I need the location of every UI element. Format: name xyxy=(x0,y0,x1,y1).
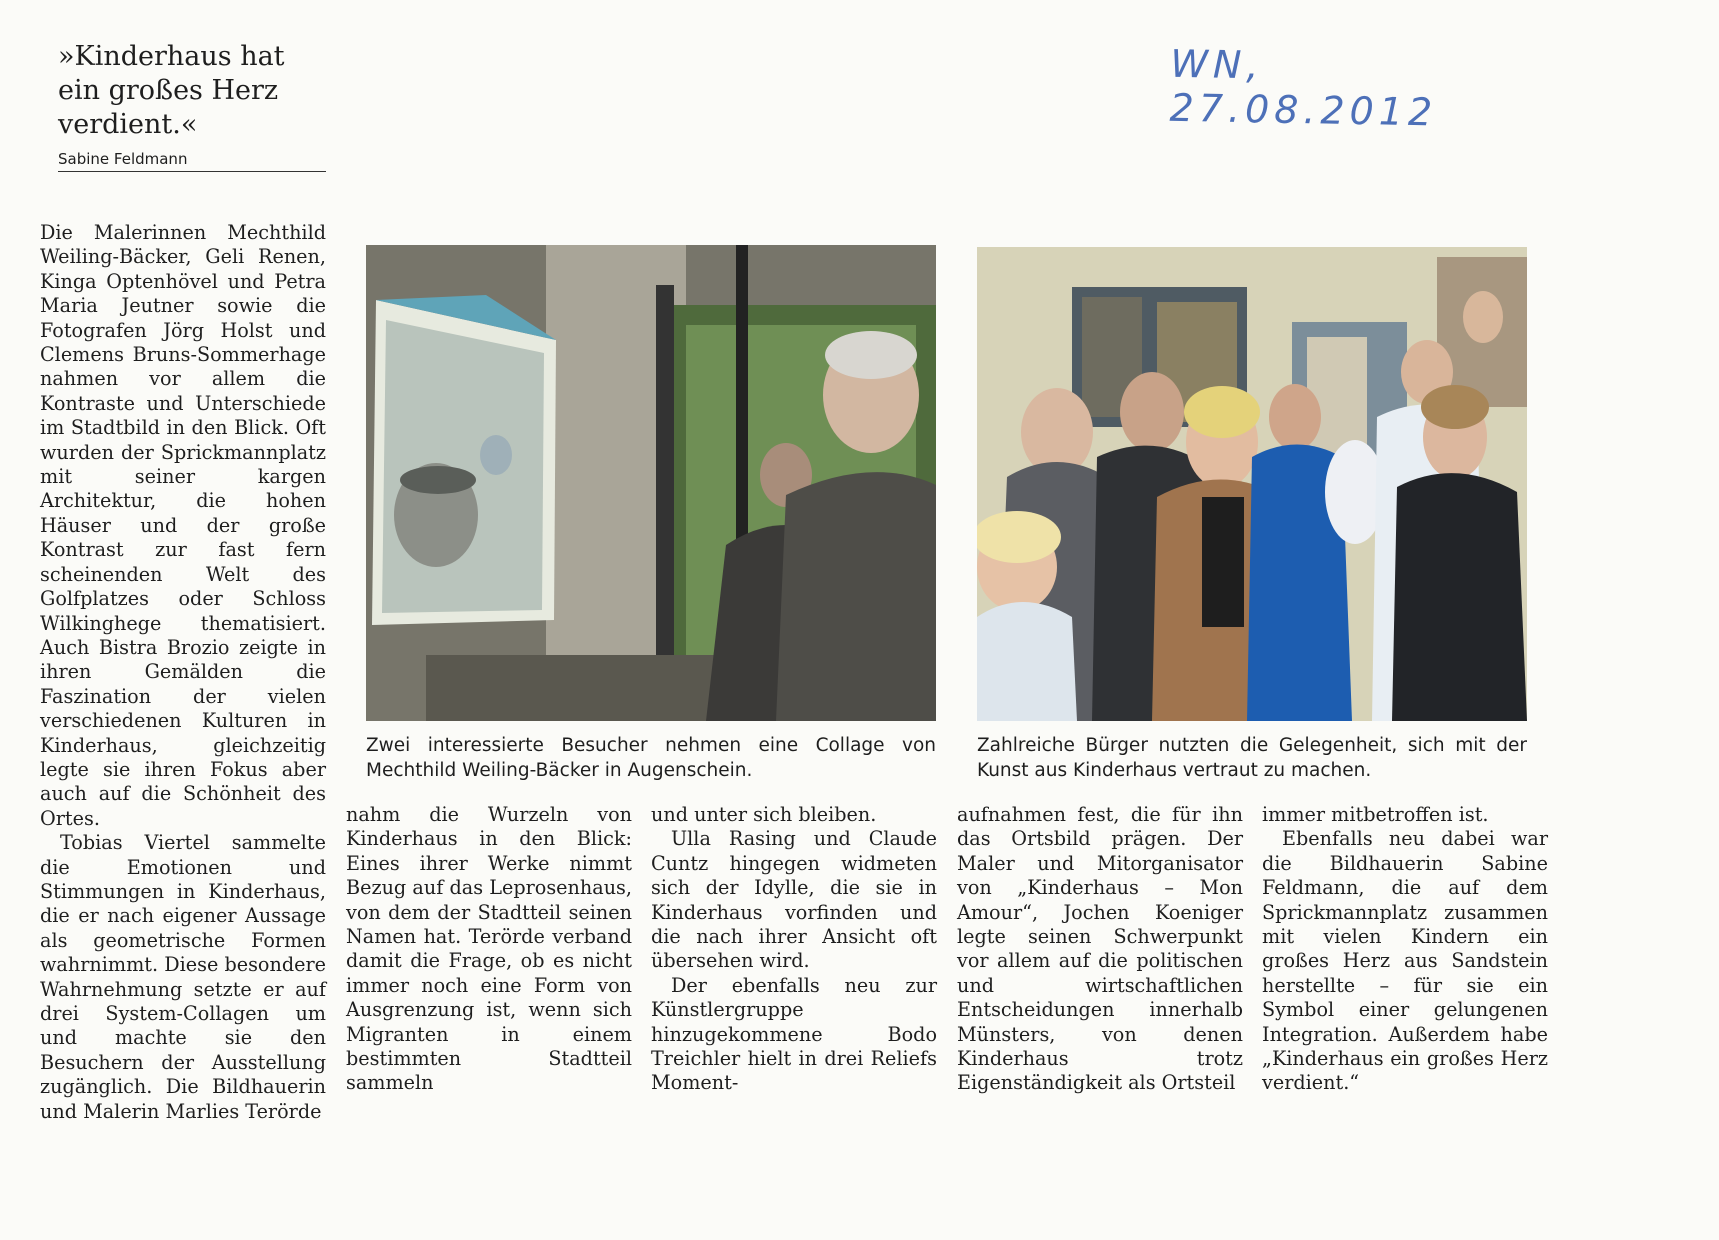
paragraph: Tobias Viertel sammelte die Emotionen und Stimmungen in Kinderhaus, die er nach eigener Aussage als geometrische Formen wahrnimmt. Diese besondere Wahrnehmung setzte er auf drei System-Collagen um und machte sie den Besuchern der Ausstellung zugänglich. Die Bildhauerin und Malerin Marlies Terörde xyxy=(40,831,326,1123)
photo-caption: Zahlreiche Bürger nutzten die Gelegenheit, sich mit der Kunst aus Kinderhaus vertraut zu machen. xyxy=(977,735,1527,781)
article-headline xyxy=(58,40,328,142)
photo-illustration xyxy=(977,247,1527,721)
paragraph: Ulla Rasing und Claude Cuntz hingegen widmeten sich der Idylle, die sie in Kinderhaus vorfinden und die nach ihrer Ansicht oft übersehen wird. xyxy=(651,827,937,973)
text-column-3 xyxy=(651,803,937,1096)
paragraph: immer mitbetroffen ist. xyxy=(1262,803,1489,826)
photo-crowd-gallery xyxy=(977,247,1527,721)
headline-line: verdient.« xyxy=(58,109,198,140)
photo-collage-visitors xyxy=(366,245,936,721)
paragraph: Ebenfalls neu dabei war die Bildhauerin Sabine Feldmann, die auf dem Sprickmannplatz zusammen mit vielen Kindern ein großes Herz aus Sandstein herstellte – für sie ein Symbol einer gelungenen Integration. Außerdem habe „Kinderhaus ein großes Herz verdient.“ xyxy=(1262,827,1548,1095)
headline-line: »Kinderhaus hat xyxy=(58,41,285,72)
photo-caption: Zwei interessierte Besucher nehmen eine Collage von Mechthild Weiling-Bäcker in Augenschein. xyxy=(366,735,936,781)
text-column-2 xyxy=(346,803,632,1096)
text-column-5 xyxy=(1262,803,1548,1096)
paragraph: Die Malerinnen Mechthild Weiling-Bäcker, Geli Renen, Kinga Optenhövel und Petra Maria Jeutner sowie die Fotografen Jörg Holst und Clemens Bruns-Sommerhage nahmen vor allem die Kontraste und Unterschiede im Stadtbild in den Blick. Oft wurden der Sprickmannplatz mit seiner kargen Architektur, die hohen Häuser und der große Kontrast zur fast fern scheinenden Welt des Golfplatzes oder Schloss Wilkinghege thematisiert. Auch Bistra Brozio zeigte in ihren Gemälden die Faszination der vielen verschiedenen Kulturen in Kinderhaus, gleichzeitig legte sie ihren Fokus aber auch auf die Schönheit des Ortes. xyxy=(40,221,326,830)
text-column-4 xyxy=(957,803,1243,1096)
text-column-1 xyxy=(40,221,326,1124)
paragraph: nahm die Wurzeln von Kinderhaus in den Blick: Eines ihrer Werke nimmt Bezug auf das Leprosenhaus, von dem der Stadtteil seinen Namen hat. Terörde verband damit die Frage, ob es nicht immer noch eine Form von Ausgrenzung ist, wenn sich Migranten in einem bestimmten Stadtteil sammeln xyxy=(346,803,632,1095)
byline: Sabine Feldmann xyxy=(58,150,326,172)
handwritten-date: WN, 27.08.2012 xyxy=(1169,41,1438,135)
paragraph: aufnahmen fest, die für ihn das Ortsbild prägen. Der Maler und Mitorganisator von „Kinderhaus – Mon Amour“, Jochen Koeniger legte seinen Schwerpunkt vor allem auf die politischen und wirtschaftlichen Entscheidungen innerhalb Münsters, von denen Kinderhaus trotz Eigenständigkeit als Ortsteil xyxy=(957,803,1243,1095)
paragraph: Der ebenfalls neu zur Künstlergruppe hinzugekommene Bodo Treichler hielt in drei Reliefs Moment- xyxy=(651,973,937,1095)
paragraph: und unter sich bleiben. xyxy=(651,803,877,826)
headline-line: ein großes Herz xyxy=(58,75,279,106)
photo-illustration xyxy=(366,245,936,721)
